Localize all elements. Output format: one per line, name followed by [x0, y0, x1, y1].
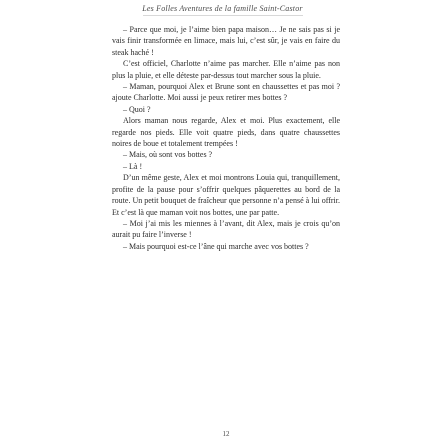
paragraph: – Moi j’ai mis les miennes à l’avant, dit Alex, mais je crois qu’on aurait pu faire l’inverse !: [112, 218, 340, 240]
paragraph: – Parce que moi, je l’aime bien papa maison… Je ne sais pas si je vais finir transformée en limace, mais lui, c’est sûr, je vais en faire du steak haché !: [112, 25, 340, 57]
paragraph: – Mais, où sont vos bottes ?: [123, 150, 213, 160]
paragraph: – Là !: [123, 161, 143, 171]
paragraph: – Maman, pourquoi Alex et Brune sont en chaussettes et pas moi ? ajoute Charlotte. Moi aussi je peux retirer mes bottes ?: [112, 82, 340, 103]
paragraph: D’un même geste, Alex et moi montrons Louia qui, tranquillement, profite de la pause pour s’offrir quelques pâquerettes au bord de la route. Un petit bouquet de fraîcheur que personne n’a pensé à lui offrir. Et c’est là que maman voit nos bottes, une par patte.: [112, 173, 340, 217]
page-number: 12: [222, 430, 230, 438]
running-head: [0, 4, 445, 16]
paragraph: Alors maman nous regarde, Alex et moi. Plus exactement, elle regarde nos pieds. Elle voit quatre pieds, dans quatre chaussettes noires de boue et totalement trempées !: [112, 116, 340, 149]
running-head-rule: [143, 15, 303, 16]
body-text: [112, 24, 340, 252]
paragraph: – Mais pourquoi est-ce l’âne qui marche avec vos bottes ?: [123, 241, 309, 251]
running-head-title: Les Folles Aventures de la famille Saint-Castor: [142, 4, 303, 13]
paragraph: – Quoi ?: [123, 104, 151, 114]
paragraph: C’est officiel, Charlotte n’aime pas marcher. Elle n’aime pas non plus la pluie, et elle déteste par-dessus tout marcher sous la pluie.: [112, 59, 340, 80]
